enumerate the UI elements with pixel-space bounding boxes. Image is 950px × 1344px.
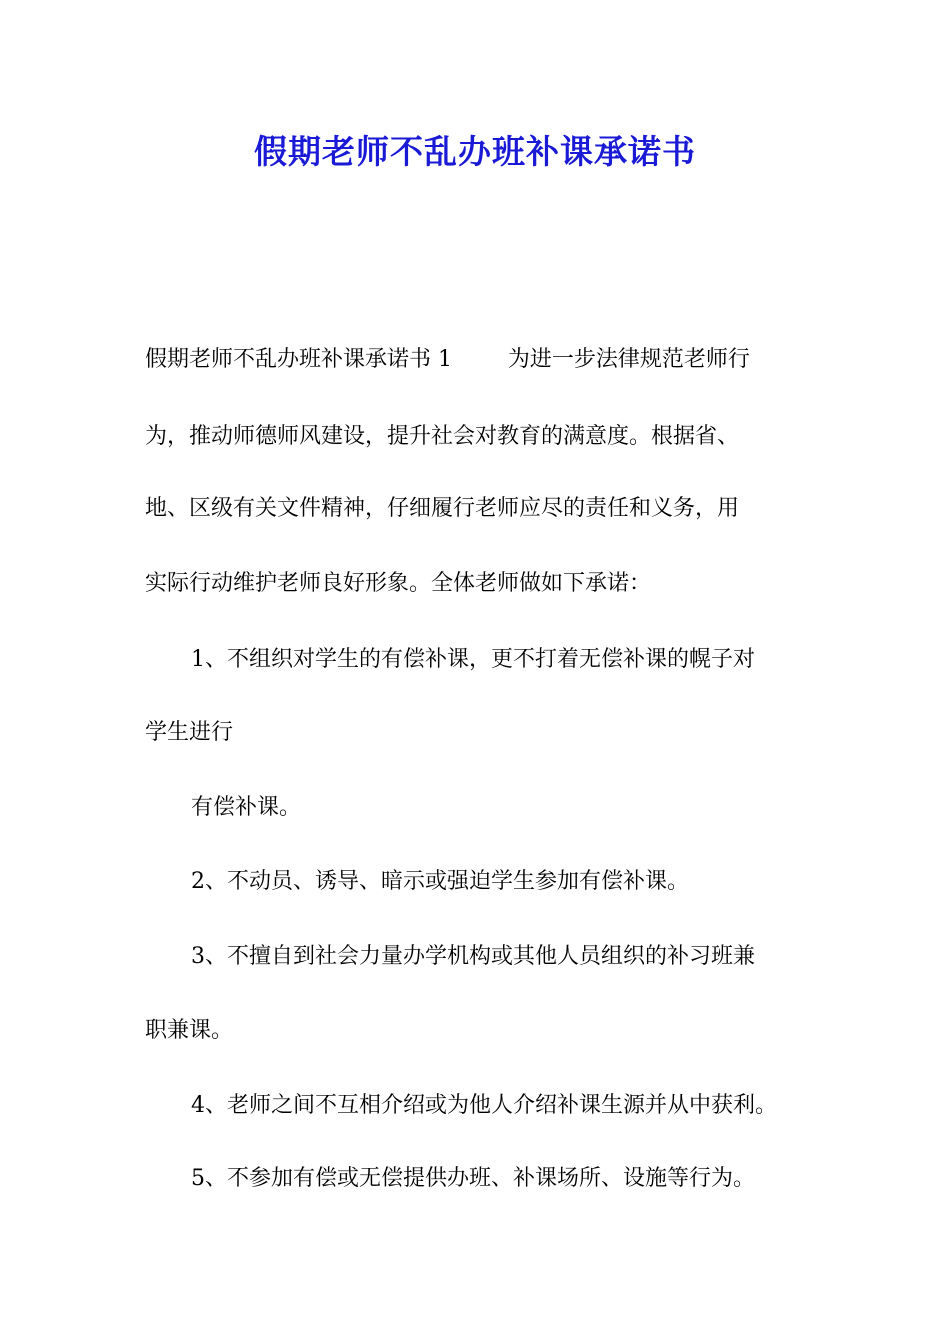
document-title: 假期老师不乱办班补课承诺书 (254, 132, 696, 171)
list-item-3-line: 职兼课。 (145, 1018, 234, 1043)
list-item-2: 2、不动员、诱导、暗示或强迫学生参加有偿补课。 (191, 869, 689, 894)
list-item-5: 5、不参加有偿或无偿提供办班、补课场所、设施等行为。 (191, 1166, 755, 1191)
paragraph-line: 实际行动维护老师良好形象。全体老师做如下承诺： (145, 571, 652, 596)
list-item-1-line: 学生进行 (145, 720, 234, 745)
list-item-1-line: 1、不组织对学生的有偿补课，更不打着无偿补课的幌子对 (191, 647, 755, 672)
list-item-4: 4、老师之间不互相介绍或为他人介绍补课生源并从中获利。 (191, 1093, 777, 1118)
paragraph-line: 假期老师不乱办班补课承诺书 1 为进一步法律规范老师行 (145, 347, 750, 372)
paragraph-line: 为，推动师德师风建设，提升社会对教育的满意度。根据省、 (145, 424, 740, 449)
list-item-3-line: 3、不擅自到社会力量办学机构或其他人员组织的补习班兼 (191, 944, 755, 969)
list-item-1-continuation: 有偿补课。 (191, 795, 302, 820)
paragraph-line: 地、区级有关文件精神，仔细履行老师应尽的责任和义务，用 (145, 496, 740, 521)
